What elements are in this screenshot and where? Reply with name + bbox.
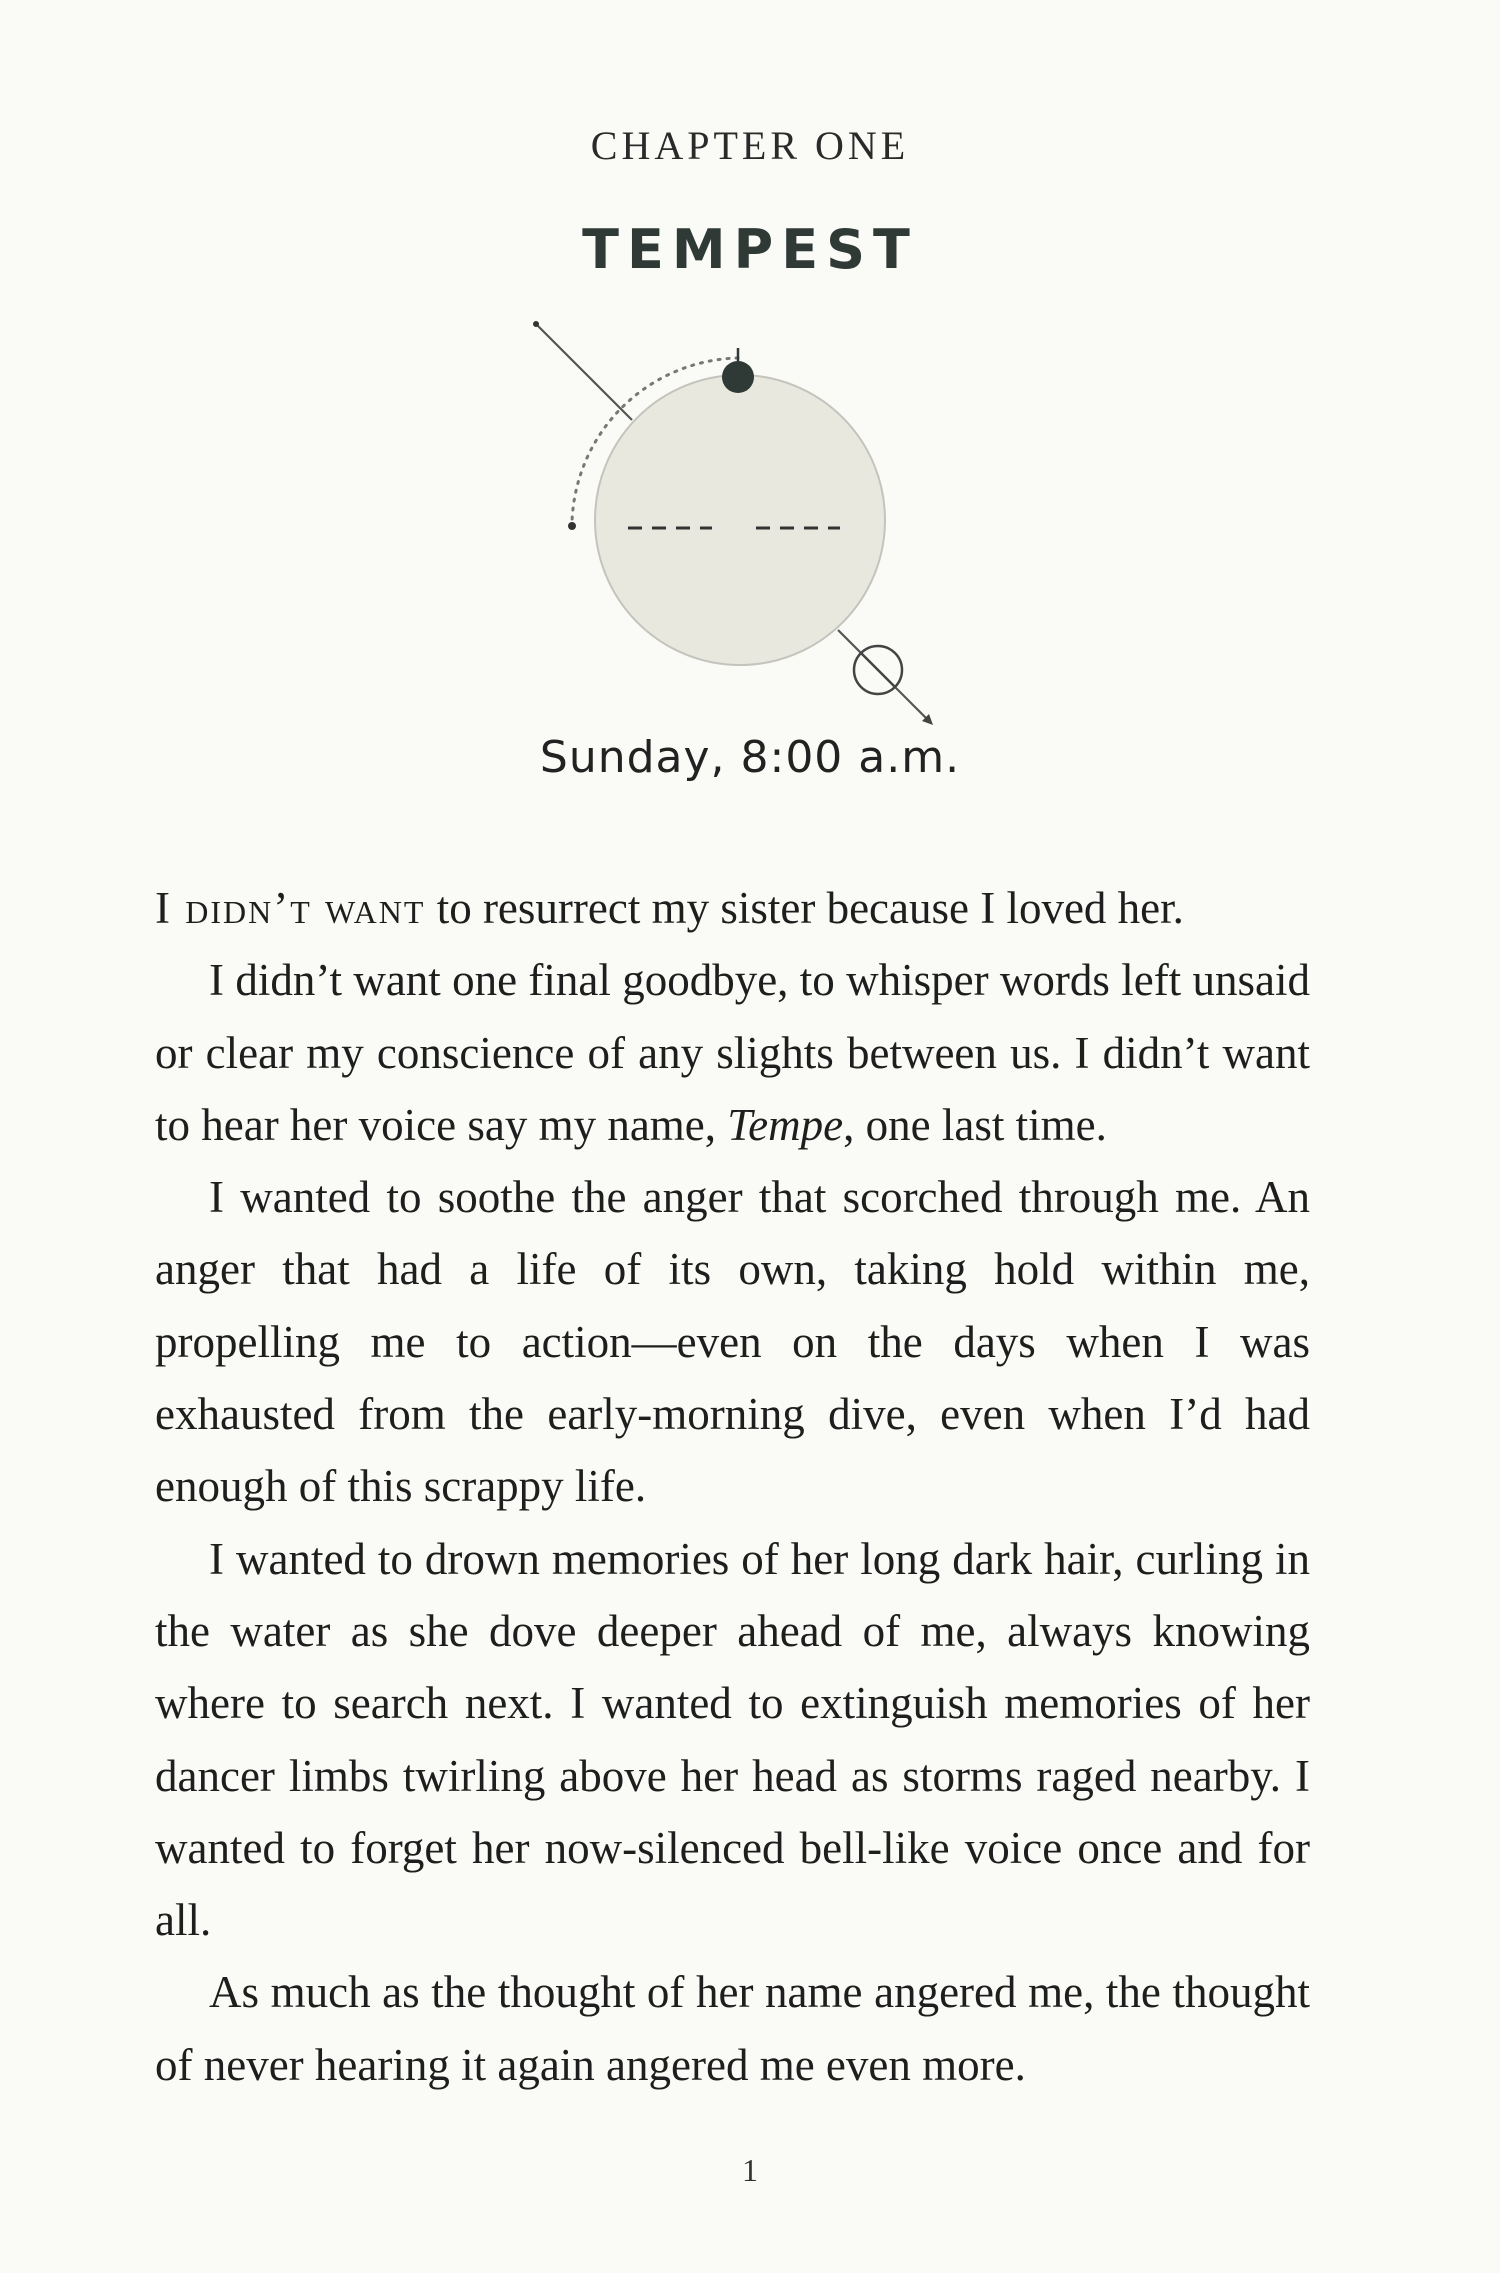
paragraph-1-text: to resurrect my sister because I loved her. [425,883,1184,933]
paragraph-1 [155,872,1310,944]
moon-clock-icon [520,300,960,740]
opening-smallcaps: I didn’t want [155,883,426,933]
paragraph-5: As much as the thought of her name angered me, the thought of never hearing it again angered me even more. [155,1967,1310,2090]
chapter-timestamp: Sunday, 8:00 a.m. [539,732,961,783]
paragraph-2-italic: Tempe [727,1099,844,1150]
paragraph-4: I wanted to drown memories of her long dark hair, curling in the water as she dove deeper ahead of me, always knowing where to search next. I wanted to extinguish memories of her dancer limbs twirling above her head as storms raged nearby. I wanted to forget her now-silenced bell-like voice once and for all. [155,1533,1310,1946]
paragraph-2-text-before: I didn’t want one final goodbye, to whisper words left unsaid or clear my conscience of any slights between us. I didn’t want to hear her voice say my name, [155,955,1310,1150]
chapter-number: CHAPTER ONE [590,123,910,168]
paragraph-3: I wanted to soothe the anger that scorched through me. An anger that had a life of its own, taking hold within me, propelling me to action—even on the days when I was exhausted from the early-morning dive, even when I’d had enough of this scrappy life. [155,1172,1310,1512]
page-number: 1 [742,2152,758,2188]
paragraph-2-text-after: , one last time. [843,1099,1107,1150]
chapter-title: TEMPEST [582,218,918,281]
paragraph-2 [155,944,1310,1161]
body-text [155,872,1310,2101]
